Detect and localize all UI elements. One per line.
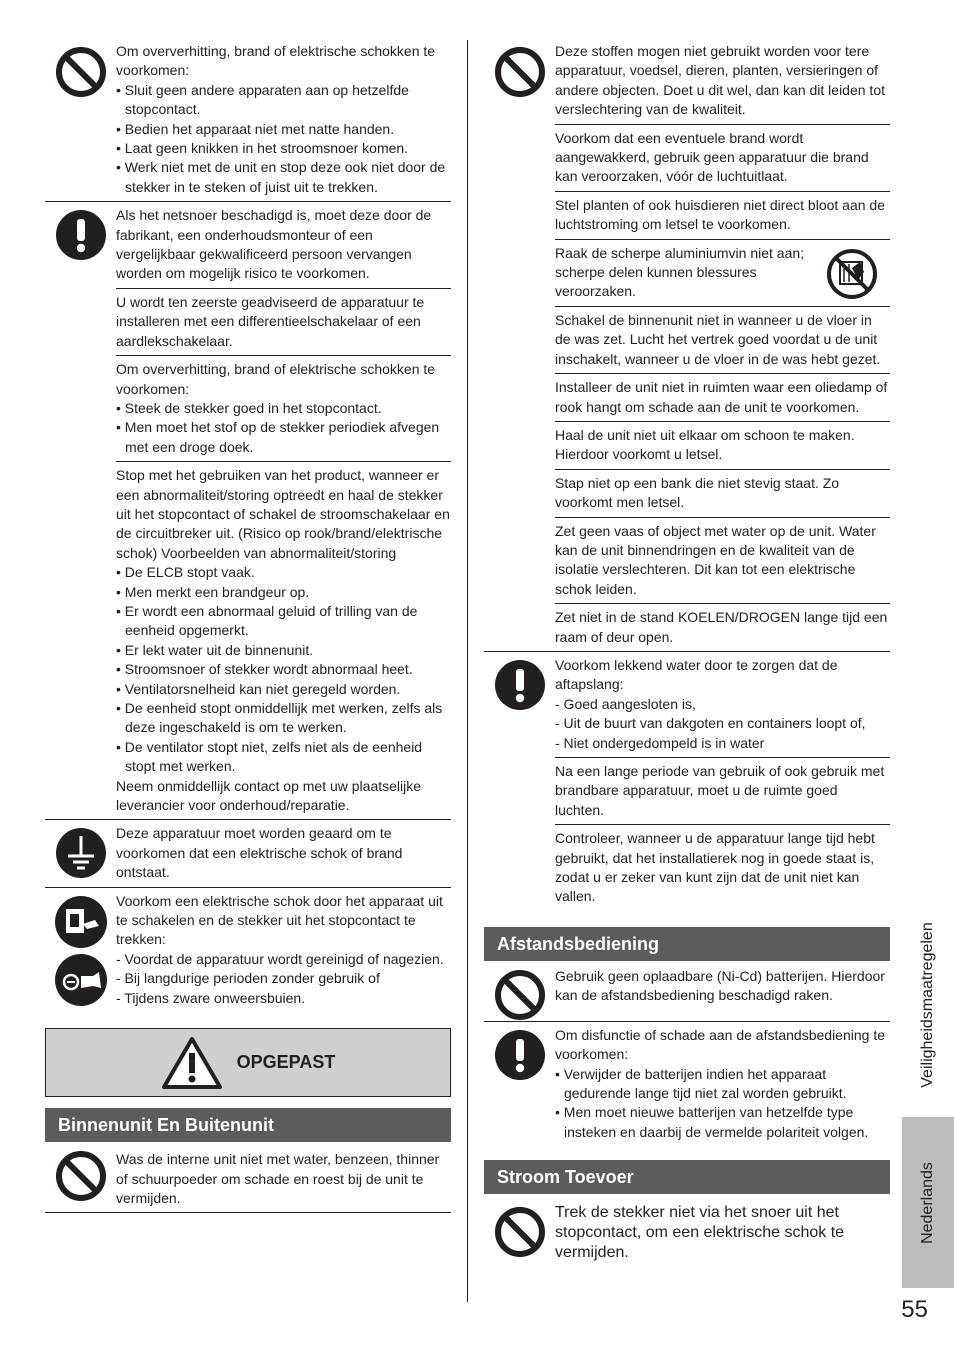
- column-divider: [467, 40, 468, 1302]
- caution-label: OPGEPAST: [236, 1052, 336, 1073]
- item-text: Voorkom dat een eventuele brand wordt aangewakkerd, gebruik geen apparatuur die brand kan veroorzaken, vóór de luchtuitlaat.: [555, 129, 869, 185]
- safety-item: [555, 652, 890, 757]
- safety-item: [116, 461, 451, 819]
- bullet: • De ELCB stopt vaak.: [116, 563, 451, 582]
- safety-item: [116, 1142, 451, 1212]
- prohibition-icon: [494, 1206, 546, 1258]
- safety-item: [116, 38, 451, 201]
- item-text: Om oververhitting, brand of elektrische schokken te voorkomen:: [116, 361, 436, 397]
- unplug-plug-icon: [55, 954, 107, 1006]
- dash-item: - Uit de buurt van dakgoten en containers loopt of,: [555, 715, 866, 732]
- safety-item: [555, 757, 890, 824]
- safety-item: [555, 421, 890, 469]
- safety-item: [555, 38, 890, 124]
- item-text: Controleer, wanneer u de apparatuur lange tijd hebt gebruikt, dat het installatierek nog in goede staat is, zodat u er zeker van kunt zijn dat de unit niet kan vallen.: [555, 830, 875, 905]
- prohibit-group: [484, 1194, 890, 1267]
- exclamation-icon: [495, 1030, 545, 1080]
- section-header-stroom-toevoer: Stroom Toevoer: [484, 1160, 890, 1194]
- caution-banner: [45, 1028, 451, 1097]
- prohibition-icon: [55, 1150, 107, 1202]
- unplug-group: [45, 888, 451, 1012]
- bullet: • De ventilator stopt niet, zelfs niet als de eenheid stopt met werken.: [116, 738, 451, 777]
- item-text: Stop met het gebruiken van het product, wanneer er een abnormaliteit/storing optreedt en haal de stekker uit het stopcontact of schakel de stroomschakelaar en de circuitbreker uit. (Risico op rook/brand/elektrische schok) Voorbeelden van abnormaliteit/storing: [116, 467, 450, 561]
- mandatory-group: [45, 202, 451, 820]
- item-text: Was de interne unit niet met water, benzeen, thinner of schuurpoeder om schade en roest bij de unit te vermijden.: [116, 1151, 440, 1206]
- prohibit-group: [484, 961, 890, 1022]
- bullet: • Men moet nieuwe batterijen van hetzelfde type insteken en daarbij de vermelde polariteit volgen.: [555, 1103, 890, 1142]
- prohibition-icon: [55, 46, 107, 98]
- safety-item: [555, 824, 890, 911]
- item-text: Installeer de unit niet in ruimten waar een oliedamp of rook hangt om schade aan de unit te voorkomen.: [555, 379, 888, 415]
- bullet: • Bedien het apparaat niet met natte handen.: [116, 120, 451, 139]
- item-text: Om disfunctie of schade aan de afstandsbediening te voorkomen:: [555, 1026, 885, 1063]
- item-text: Gebruik geen oplaadbare (Ni-Cd) batterijen. Hierdoor kan de afstandsbediening beschadigd raken.: [555, 967, 885, 1004]
- section-header-binnenunit: Binnenunit En Buitenunit: [45, 1108, 451, 1142]
- bullet: • Werk niet met de unit en stop deze ook niet door de stekker in te steken of juist uit te trekken.: [116, 158, 451, 197]
- safety-item: [116, 202, 451, 288]
- earth-ground-icon: [56, 828, 106, 878]
- earth-group: [45, 820, 451, 887]
- side-tab-language-label: Nederlands: [919, 1161, 936, 1244]
- bullet: • Men moet het stof op de stekker periodiek afvegen met een droge doek.: [116, 418, 451, 457]
- bullet: • Sluit geen andere apparaten aan op hetzelfde stopcontact.: [116, 81, 451, 120]
- item-text: Stel planten of ook huisdieren niet direct bloot aan de luchtstroming om letsel te voorkomen.: [555, 196, 886, 233]
- safety-item: [555, 961, 890, 1010]
- bullet: • Verwijder de batterijen indien het apparaat gedurende lange tijd niet zal worden gebruikt.: [555, 1065, 890, 1104]
- unplug-icon: [55, 896, 107, 948]
- bullet: • Er lekt water uit de binnenunit.: [116, 641, 451, 660]
- prohibition-icon: [494, 46, 546, 98]
- item-text: Zet geen vaas of object met water op de unit. Water kan de unit binnendringen en de kwaliteit van de isolatie verslechteren. Dit kan tot een elektrische schok leiden.: [555, 522, 876, 597]
- safety-item: [116, 820, 451, 886]
- item-text: Als het netsnoer beschadigd is, moet deze door de fabrikant, een onderhoudsmonteur of een vergelijkbaar gekwalificeerd persoon vervangen worden om mogelijk risico te voorkomen.: [116, 207, 432, 282]
- safety-item: [116, 888, 451, 1012]
- item-text: Deze stoffen mogen niet gebruikt worden voor tere apparatuur, voedsel, dieren, planten, versieringen of andere objecten. Doet u dit wel, dan kan dit leiden tot verslechtering van de kwaliteit.: [555, 43, 885, 118]
- safety-item: [555, 603, 890, 651]
- dash-item: - Goed aangesloten is,: [555, 695, 696, 712]
- item-text: Raak de scherpe aluminiumvin niet aan; scherpe delen kunnen blessures veroorzaken.: [555, 244, 805, 300]
- safety-item: [116, 355, 451, 461]
- item-text: Zet niet in de stand KOELEN/DROGEN lange tijd een raam of deur open.: [555, 609, 888, 645]
- page-number: 55: [901, 1296, 928, 1323]
- safety-item: [555, 373, 890, 421]
- dash-item: - Voordat de apparatuur wordt gereinigd of nagezien.: [116, 950, 444, 967]
- bullet: • Ventilatorsnelheid kan niet geregeld worden.: [116, 680, 451, 699]
- item-text: Schakel de binnenunit niet in wanneer u de vloer in de was zet. Lucht het vertrek goed voordat u de unit inschakelt, wanneer u de vloer in de was hebt gezet.: [555, 311, 881, 367]
- side-tab-language: [902, 1117, 954, 1288]
- item-text: Na een lange periode van gebruik of ook gebruik met brandbare apparatuur, moet u de ruimte goed luchten.: [555, 763, 885, 818]
- bullet: • Laat geen knikken in het stroomsnoer komen.: [116, 139, 451, 158]
- bullet: • Steek de stekker goed in het stopcontact.: [116, 399, 451, 418]
- prohibition-icon: [494, 969, 546, 1021]
- bullet: • Er wordt een abnormaal geluid of trilling van de eenheid opgemerkt.: [116, 602, 451, 641]
- safety-item: [116, 288, 451, 355]
- dash-item: - Tijdens zware onweersbuien.: [116, 989, 306, 1006]
- dash-item: - Bij langdurige perioden zonder gebruik of: [116, 970, 380, 987]
- item-text: Haal de unit niet uit elkaar om schoon te maken. Hierdoor voorkomt u letsel.: [555, 426, 855, 463]
- dash-item: - Niet ondergedompeld is in water: [555, 734, 765, 751]
- side-tab-section-label: Veiligheidsmaatregelen: [919, 922, 936, 1088]
- item-text: U wordt ten zeerste geadviseerd de apparatuur te installeren met een differentieelschakelaar of een aardlekschakelaar.: [116, 293, 425, 349]
- safety-item: [555, 306, 890, 373]
- mandatory-group: [484, 652, 890, 911]
- safety-item: [555, 191, 890, 239]
- item-text: Voorkom lekkend water door te zorgen dat de aftapslang:: [555, 656, 838, 693]
- exclamation-icon: [56, 210, 106, 260]
- prohibit-group: [45, 1142, 451, 1213]
- safety-item: [555, 469, 890, 517]
- do-not-touch-fin-icon: [826, 248, 878, 300]
- exclamation-icon: [495, 660, 545, 710]
- right-column: [484, 38, 890, 1267]
- warning-triangle-icon: [161, 1036, 223, 1090]
- section-header-afstandsbediening: Afstandsbediening: [484, 927, 890, 961]
- item-text: Voorkom een elektrische schok door het apparaat uit te schakelen en de stekker uit het stopcontact te trekken:: [116, 892, 443, 948]
- mandatory-group: [484, 1022, 890, 1146]
- safety-item: [555, 239, 890, 306]
- item-text: Trek de stekker niet via het snoer uit het stopcontact, om een elektrische schok te vermijden.: [555, 1204, 845, 1262]
- bullet: • Stroomsnoer of stekker wordt abnormaal heet.: [116, 660, 451, 679]
- safety-item: [555, 1194, 890, 1267]
- side-tab-section: [902, 905, 954, 1105]
- item-text: Deze apparatuur moet worden geaard om te voorkomen dat een elektrische schok of brand ontstaat.: [116, 825, 403, 881]
- item-text: Neem onmiddellijk contact op met uw plaatselijke leverancier voor onderhoud/reparatie.: [116, 777, 422, 814]
- left-column: [45, 38, 451, 1213]
- item-text: Stap niet op een bank die niet stevig staat. Zo voorkomt men letsel.: [555, 474, 840, 511]
- safety-item: [555, 1022, 890, 1146]
- prohibit-group: [484, 38, 890, 652]
- safety-item: [555, 124, 890, 191]
- bullet: • De eenheid stopt onmiddellijk met werken, zelfs als deze ingeschakeld is om te werken.: [116, 699, 451, 738]
- item-text: Om oververhitting, brand of elektrische schokken te voorkomen:: [116, 43, 436, 79]
- prohibit-group: [45, 38, 451, 202]
- safety-item: [555, 517, 890, 604]
- bullet: • Men merkt een brandgeur op.: [116, 583, 451, 602]
